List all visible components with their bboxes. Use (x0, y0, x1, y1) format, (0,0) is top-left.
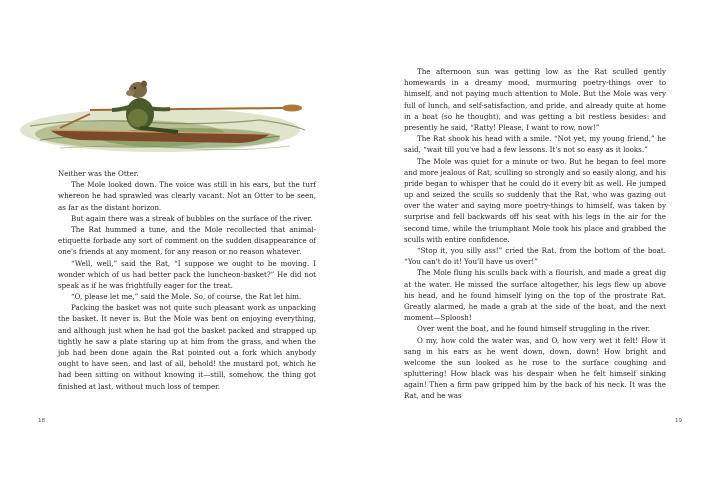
rat-sculling-illustration (20, 48, 320, 166)
paragraph: The Rat shook his head with a smile. “Not yet, my young friend,” he said, “wait till you've had a few lessons. It's not so easy as it looks.” (404, 134, 666, 155)
paragraph: The Rat hummed a tune, and the Mole recollected that animal-etiquette forbade any sort of comment on the sudden disappearance of one's friends at any moment, for any reason or no reason whatever. (58, 224, 316, 257)
paragraph: “Well, well,” said the Rat, “I suppose we ought to be moving. I wonder which of us had better pack the luncheon-basket?” He did not speak as if he was frightfully eager for the treat. (58, 258, 316, 290)
left-page-text (58, 168, 316, 392)
paragraph: The Mole flung his sculls back with a flourish, and made a great dig at the water. He missed the surface altogether, his legs flew up above his head, and he found himself lying on the top of the prostrate Rat. Greatly alarmed, he made a grab at the side of the boat, and the next moment—Sploosh! (404, 268, 666, 323)
paragraph: “O, please let me,” said the Mole. So, of course, the Rat let him. (71, 292, 302, 302)
paragraph: Over went the boat, and he found himself struggling in the river. (417, 324, 651, 334)
paragraph: The Mole looked down. The voice was still in his ears, but the turf whereon he had sprawled was clearly vacant. Not an Otter to be seen, as far as the distant horizon. (58, 180, 316, 212)
paragraph: But again there was a streak of bubbles on the surface of the river. (71, 213, 313, 223)
page-number-right: 19 (675, 418, 682, 424)
paragraph: Neither was the Otter. (58, 169, 139, 178)
paragraph: O my, how cold the water was, and O, how very wet it felt! How it sang in his ears as he went down, down, down! How bright and welcome the sun looked as he rose to the surface coughing and spluttering! How black was his despair when he felt himself sinking again! Then a firm paw gripped him by the back of his neck. It was the Rat, and he was (404, 335, 666, 401)
page-number-left: 18 (38, 418, 45, 424)
paragraph: Packing the basket was not quite such pleasant work as unpacking the basket. It never is. But the Mole was bent on enjoying everything, and although just when he had got the basket packed and strapped up tightly he saw a plate staring up at him from the grass, and when the job had been done again the Rat pointed out a fork which anybody ought to have seen, and last of all, behold! the mustard pot, which he had been sitting on without knowing it—still, somehow, the thing got finished at last, without much loss of temper. (58, 303, 316, 391)
paragraph: “Stop it, you silly ass!” cried the Rat, from the bottom of the boat. “You can't do it! You'll have us over!” (404, 246, 666, 267)
paragraph: The afternoon sun was getting low as the Rat sculled gently homewards in a dreamy mood, murmuring poetry-things over to himself, and not paying much attention to Mole. But the Mole was very full of lunch, and self-satisfaction, and pride, and already quite at home in a boat (so he thought), and was getting a bit restless besides: and presently he said, “Ratty! Please, I want to row, now!” (404, 67, 666, 132)
right-page (360, 0, 720, 486)
paragraph: The Mole was quiet for a minute or two. But he began to feel more and more jealous of Rat, sculling so strongly and so easily along, and his pride began to whisper that he could do it every bit as well. He jumped up and seized the sculls so suddenly that the Rat, who was gazing out over the water and saying more poetry-things to himself, was taken by surprise and fell backwards off his seat with his legs in the air for the second time, while the triumphant Mole took his place and grabbed the sculls with entire confidence. (404, 156, 666, 244)
right-page-text (404, 66, 666, 402)
